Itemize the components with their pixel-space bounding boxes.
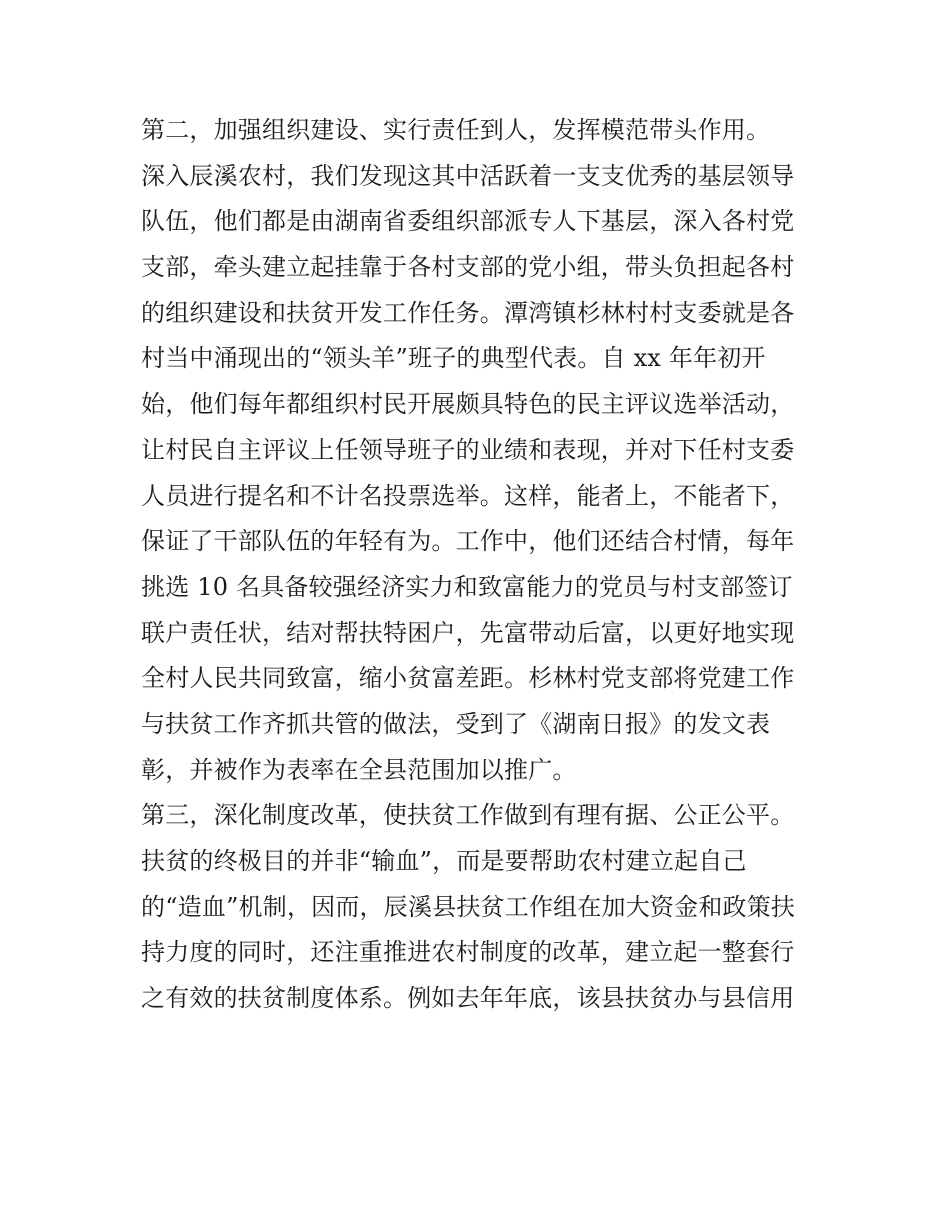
text-line: 的组织建设和扶贫开发工作任务。潭湾镇杉林村村支委就是各	[141, 298, 795, 327]
text-line: 深入辰溪农村，我们发现这其中活跃着一支支优秀的基层领导	[141, 161, 795, 190]
text-line: 始，他们每年都组织村民开展颇具特色的民主评议选举活动，	[141, 390, 795, 419]
text-line: 之有效的扶贫制度体系。例如去年年底，该县扶贫办与县信用	[141, 984, 795, 1013]
text-line: 人员进行提名和不计名投票选举。这样，能者上，不能者下，	[141, 481, 795, 510]
text-line: 全村人民共同致富，缩小贫富差距。杉林村党支部将党建工作	[141, 664, 795, 693]
text-line: 扶贫的终极目的并非“输血”，而是要帮助农村建立起自己	[141, 847, 747, 875]
text-line: 与扶贫工作齐抓共管的做法，受到了《湖南日报》的发文表	[141, 709, 771, 738]
text-line: 联户责任状，结对帮扶特困户，先富带动后富，以更好地实现	[141, 618, 795, 647]
text-line: 持力度的同时，还注重推进农村制度的改革，建立起一整套行	[141, 938, 795, 967]
text-line: 彰，并被作为表率在全县范围加以推广。	[141, 755, 577, 784]
text-line: 支部，牵头建立起挂靠于各村支部的党小组，带头负担起各村	[141, 253, 795, 282]
body-text	[141, 108, 831, 1022]
text-line: 第三，深化制度改革，使扶贫工作做到有理有据、公正公平。	[141, 801, 795, 830]
text-line: 村当中涌现出的“领头羊”班子的典型代表。自 xx 年年初开	[141, 344, 766, 373]
text-line: 队伍，他们都是由湖南省委组织部派专人下基层，深入各村党	[141, 207, 795, 236]
text-line: 挑选 10 名具备较强经济实力和致富能力的党员与村支部签订	[141, 572, 793, 601]
text-line: 的“造血”机制，因而，辰溪县扶贫工作组在加大资金和政策扶	[141, 892, 796, 921]
text-line: 让村民自主评议上任领导班子的业绩和表现，并对下任村支委	[141, 435, 795, 464]
text-line: 保证了干部队伍的年轻有为。工作中，他们还结合村情，每年	[141, 527, 795, 556]
text-line: 第二，加强组织建设、实行责任到人，发挥模范带头作用。	[141, 116, 771, 144]
